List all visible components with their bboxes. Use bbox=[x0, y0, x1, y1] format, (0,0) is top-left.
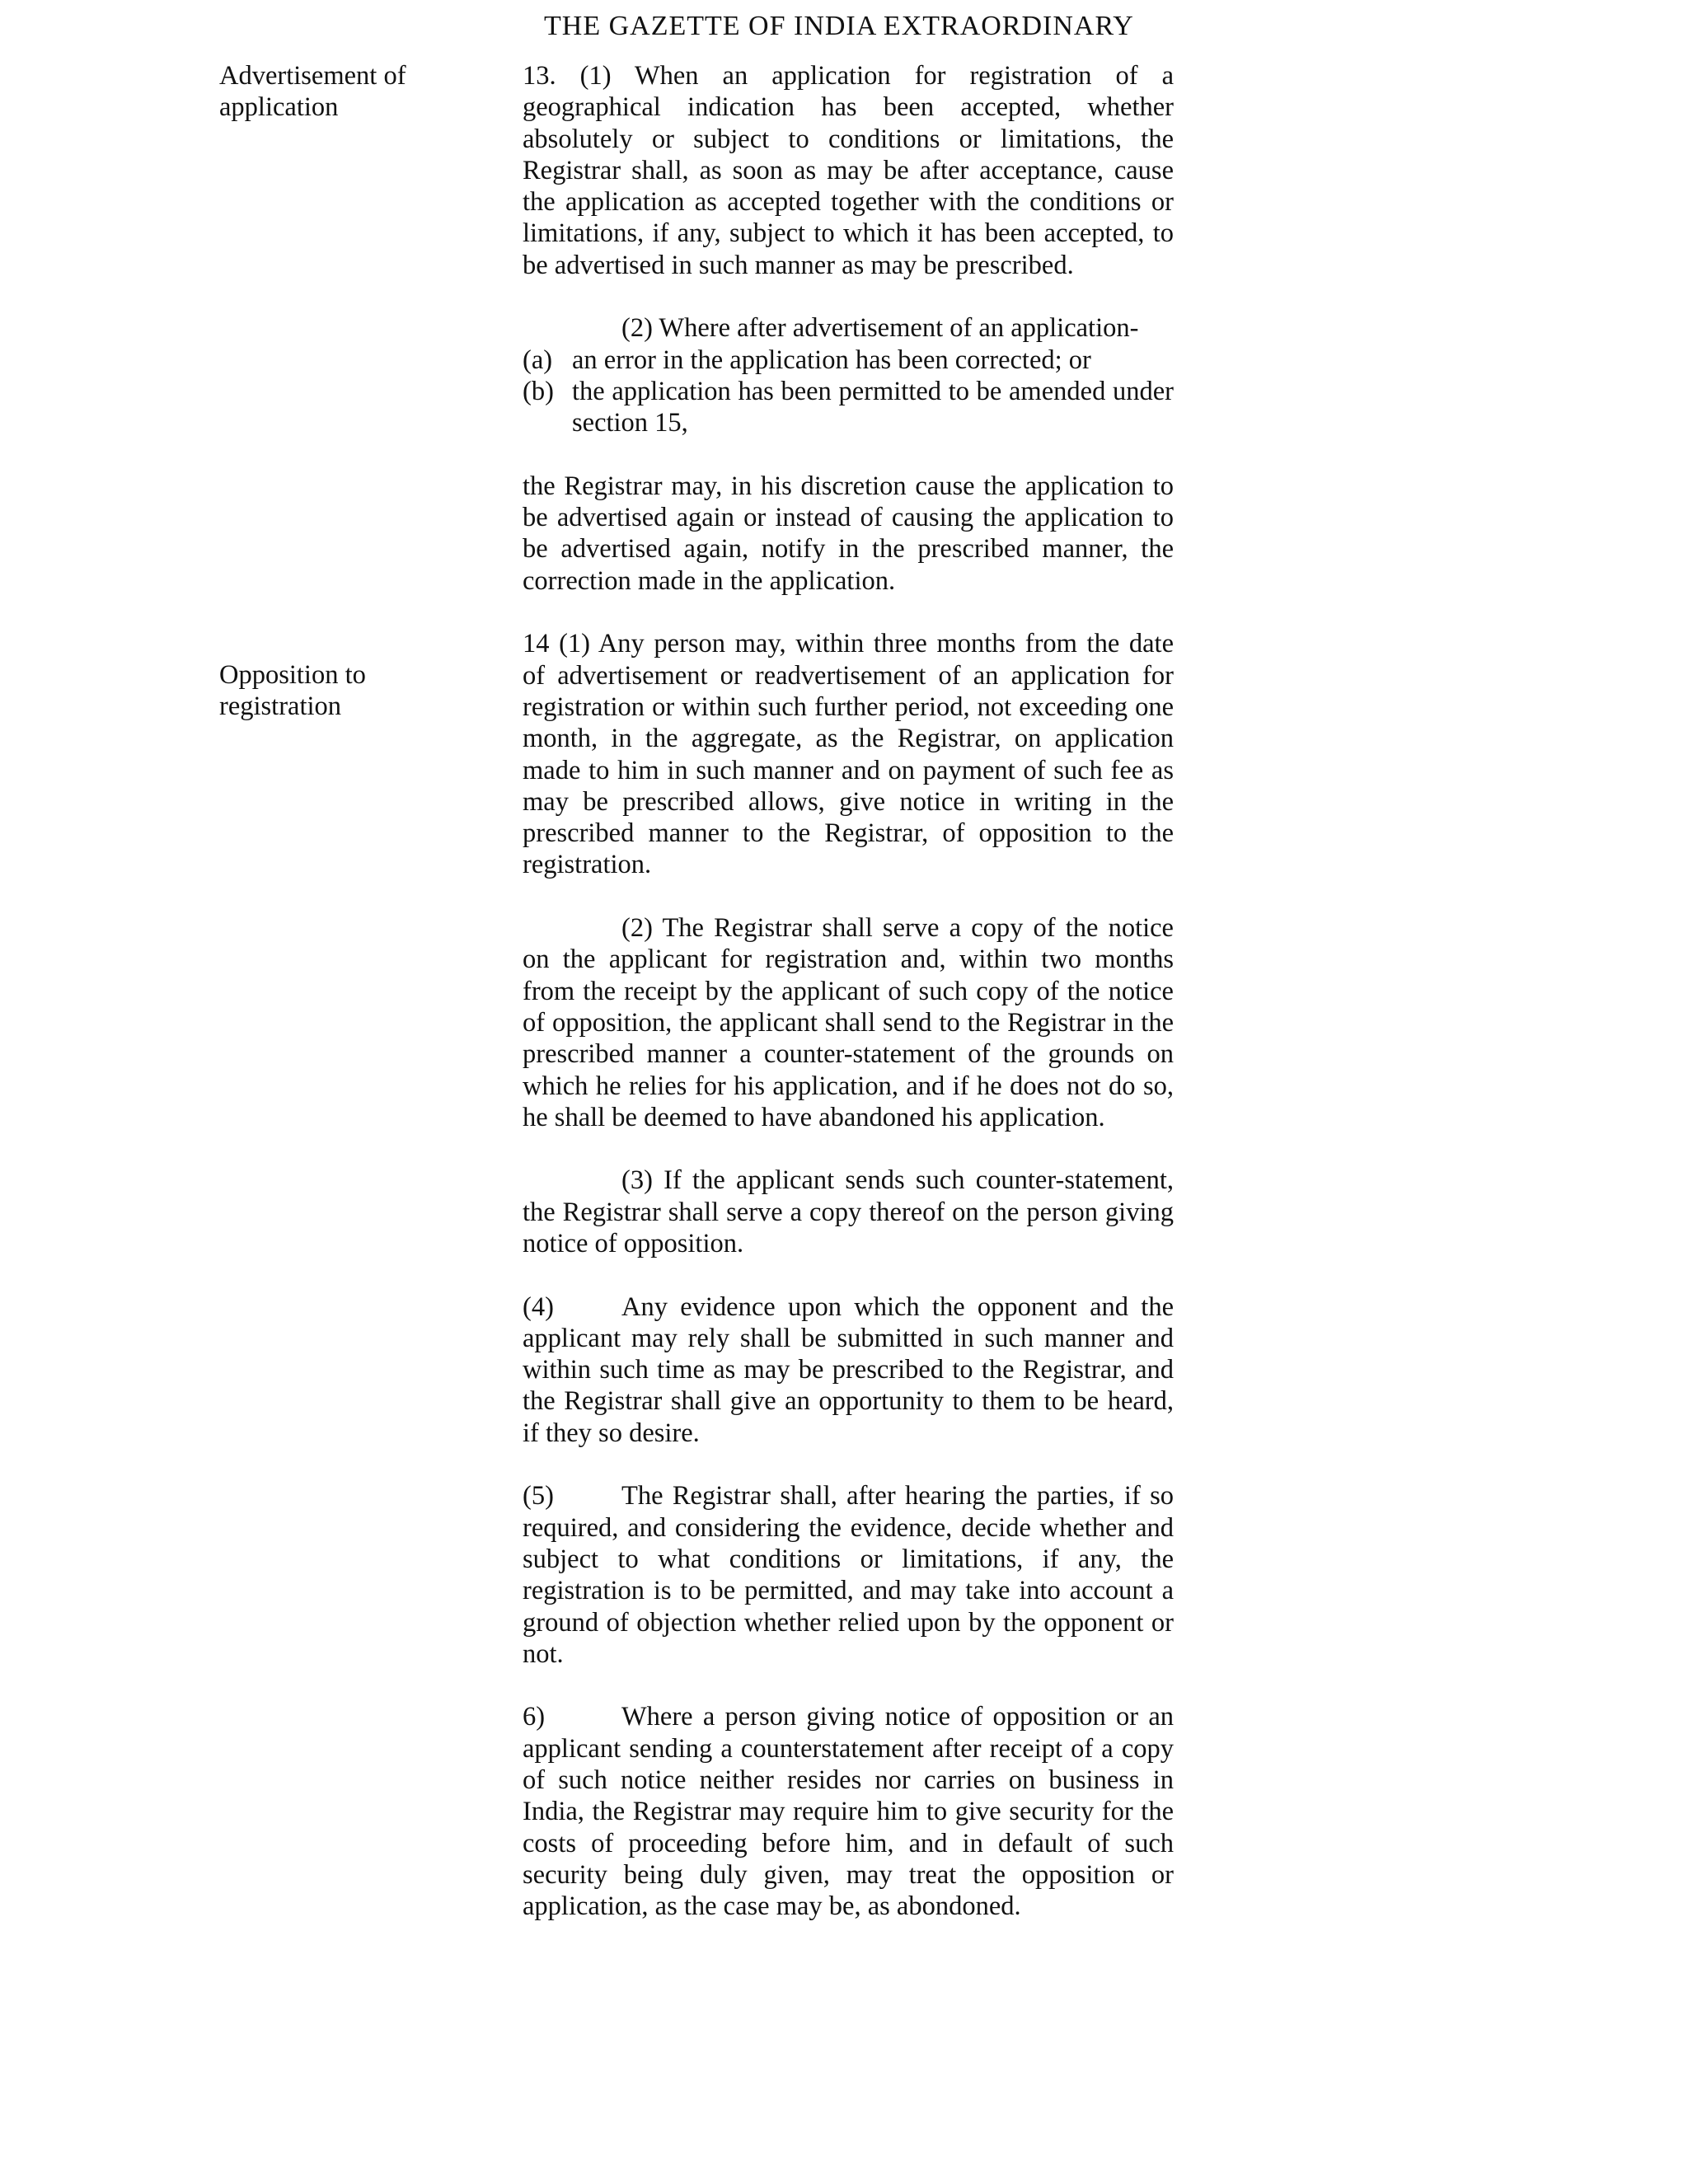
section-13-subsection-2-tail: the Registrar may, in his discretion cause the application to be advertised again or instead of causing the application to be advertised again, notify in the prescribed manner, the correction made in the application. bbox=[523, 471, 1174, 596]
clause-b-label: (b) bbox=[523, 376, 554, 406]
clause-b-text: the application has been permitted to be amended under section 15, bbox=[572, 376, 1174, 438]
clause-a bbox=[523, 344, 1174, 376]
section-14-subsection-5 bbox=[523, 1480, 1174, 1670]
subsection-6-number: 6) bbox=[523, 1702, 546, 1732]
section-14-subsection-1: 14 (1) Any person may, within three months from the date of advertisement or readvertisement of an application for registration or within such further period, not exceeding one month, in the aggregate, as the Registrar, on application made to him in such manner and on payment of such fee as may be prescribed allows, give notice in writing in the prescribed manner to the Registrar, of opposition to the registration. bbox=[523, 629, 1174, 880]
main-text-column bbox=[523, 60, 1174, 1923]
side-note-opposition: Opposition to registration bbox=[219, 660, 366, 722]
section-14-subsection-4 bbox=[523, 1291, 1174, 1449]
subsection-6-text: Where a person giving notice of opposition or an applicant sending a counterstatement after receipt of a copy of such notice neither resides nor carries on business in India, the Registrar may require him to give security for the costs of proceeding before him, and in default of such security being duly given, may treat the opposition or application, as the case may be, as abondoned. bbox=[523, 1702, 1174, 1922]
subsection-4-number: (4) bbox=[523, 1291, 554, 1322]
page-header bbox=[544, 11, 1203, 56]
clause-a-label: (a) bbox=[523, 344, 553, 375]
header-title: THE GAZETTE OF INDIA EXTRAORDINARY bbox=[544, 11, 1134, 41]
section-14-subsection-2: (2) The Registrar shall serve a copy of the notice on the applicant for registration and, within two months from the receipt by the applicant of such copy of the notice of opposition, the applicant shall send to the Registrar in the prescribed manner a counter-statement of the grounds on which he relies for his application, and if he does not do so, he shall be deemed to have abandoned his application. bbox=[523, 913, 1174, 1132]
section-13-subsection-2-intro: (2) Where after advertisement of an application- bbox=[621, 313, 1139, 344]
subsection-4-text: Any evidence upon which the opponent and the applicant may rely shall be submitted in such manner and within such time as may be prescribed to the Registrar, and the Registrar shall give an opportunity to them to be heard, if they so desire. bbox=[523, 1291, 1174, 1448]
section-14-subsection-6 bbox=[523, 1701, 1174, 1922]
clause-a-text: an error in the application has been corrected; or bbox=[572, 344, 1091, 375]
subsection-5-number: (5) bbox=[523, 1481, 554, 1511]
side-note-advertisement: Advertisement of application bbox=[219, 61, 406, 123]
clause-b bbox=[523, 376, 1174, 439]
section-14-subsection-3: (3) If the applicant sends such counter-statement, the Registrar shall serve a copy thereof on the person giving notice of opposition. bbox=[523, 1165, 1174, 1258]
section-13-subsection-1: 13. (1) When an application for registration of a geographical indication has been accepted, whether absolutely or subject to conditions or limitations, the Registrar shall, as soon as may be after acceptance, cause the application as accepted together with the conditions or limitations, if any, subject to which it has been accepted, to be advertised in such manner as may be prescribed. bbox=[523, 61, 1174, 280]
subsection-5-text: The Registrar shall, after hearing the parties, if so required, and considering the evidence, decide whether and subject to what conditions or limitations, if any, the registration is to be permitted, and may take into account a ground of objection whether relied upon by the opponent or not. bbox=[523, 1481, 1174, 1669]
